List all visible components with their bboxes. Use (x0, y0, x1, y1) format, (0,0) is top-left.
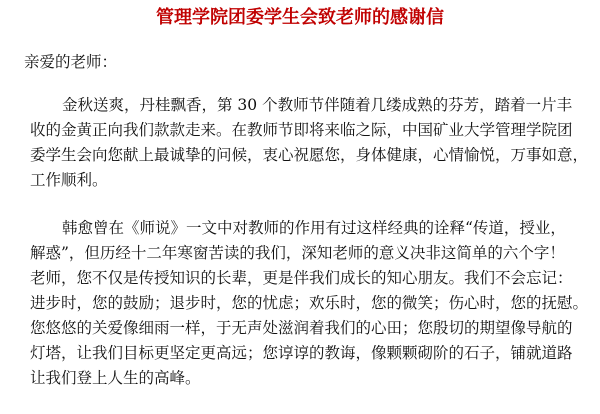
paragraph-line: 您悠悠的关爱像细雨一样，于无声处滋润着我们的心田；您殷切的期望像导航的 (30, 319, 573, 337)
paragraph-line: 韩愈曾在《师说》一文中对教师的作用有过这样经典的诠释“传道，授业， (62, 219, 566, 237)
paragraph-line: 委学生会向您献上最诚挚的问候，衷心祝愿您，身体健康，心情愉悦，万事如意， (30, 146, 589, 164)
paragraph-line: 灯塔，让我们目标更坚定更高远；您谆谆的教诲，像颗颗砌阶的石子，铺就道路 (30, 344, 573, 362)
paragraph-line: 工作顺利。 (30, 171, 108, 189)
paragraph-line: 让我们登上人生的高峰。 (30, 369, 201, 387)
paragraph-line: 金秋送爽，丹桂飘香，第 30 个教师节伴随着几缕成熟的芬芳，踏着一片丰 (62, 96, 573, 114)
paragraph-line: 进步时，您的鼓励；退步时，您的忧虑；欢乐时，您的微笑；伤心时，您的抚慰。 (30, 294, 589, 312)
paragraph-line: 收的金黄正向我们款款走来。在教师节即将来临之际，中国矿业大学管理学院团 (30, 121, 573, 139)
paragraph-line: 解惑”，但历经十二年寒窗苦读的我们，深知老师的意义决非这简单的六个字！ (30, 244, 565, 262)
letter-title: 管理学院团委学生会致老师的感谢信 (156, 7, 444, 28)
greeting: 亲爱的老师： (24, 53, 118, 71)
paragraph-line: 老师，您不仅是传授知识的长辈，更是伴我们成长的知心朋友。我们不会忘记： (30, 269, 573, 287)
